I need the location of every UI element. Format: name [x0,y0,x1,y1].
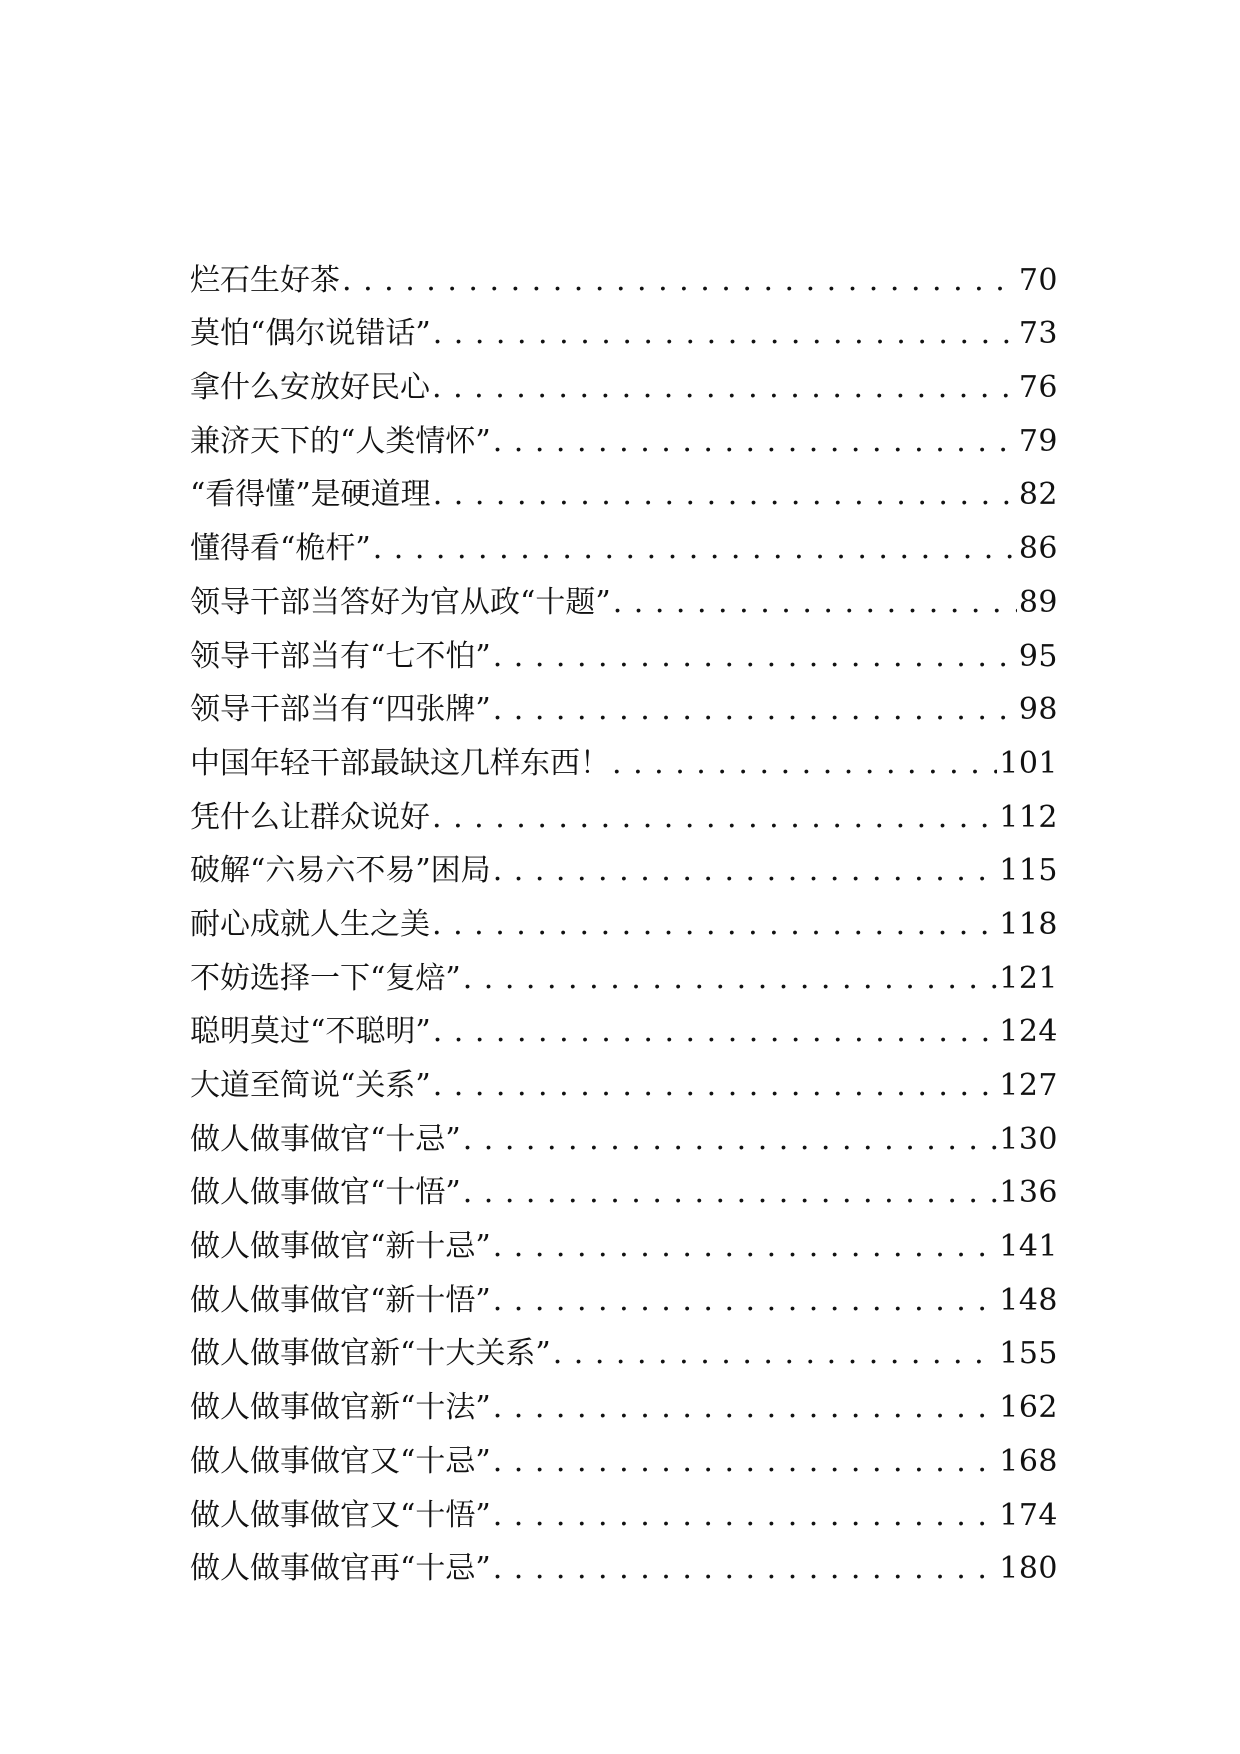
toc-entry[interactable] [190,839,1058,893]
toc-entry[interactable] [190,946,1058,1000]
toc-page-number: 70 [1018,262,1058,298]
toc-entry[interactable] [190,355,1058,409]
toc-dot-leader [613,588,1017,624]
toc-dot-leader [433,1071,998,1107]
toc-page-number: 130 [999,1121,1058,1157]
toc-entry[interactable] [190,1214,1058,1268]
toc-entry-title: 拿什么安放好民心 [190,370,430,406]
toc-entry[interactable] [190,1322,1058,1376]
toc-page-number: 148 [999,1282,1058,1318]
toc-entry[interactable] [190,785,1058,839]
toc-entry-title: 领导干部当有“七不怕” [190,638,491,674]
toc-dot-leader [463,1178,998,1214]
toc-entry-title: 烂石生好茶 [190,262,340,298]
toc-dot-leader [342,266,1017,302]
toc-entry-title: 大道至简说“关系” [190,1068,431,1103]
toc-entry-title: 做人做事做官新“十大关系” [190,1336,551,1372]
toc-page-number: 115 [999,853,1058,889]
toc-entry[interactable] [190,1053,1058,1107]
toc-entry-title: 莫怕“偶尔说错话” [190,316,431,352]
toc-dot-leader [432,803,997,839]
toc-entry-title: 不妨选择一下“复焙” [190,960,461,996]
toc-dot-leader [553,1339,998,1375]
toc-entry-title: 耐心成就人生之美 [190,906,430,942]
toc-dot-leader [432,373,1017,409]
toc-dot-leader [433,319,1017,355]
toc-entry-title: 兼济天下的“人类情怀” [190,423,491,459]
toc-dot-leader [493,1232,998,1268]
toc-page-number: 118 [999,906,1058,942]
toc-dot-leader [493,695,1017,731]
toc-dot-leader [493,856,998,892]
toc-page-number: 112 [999,799,1058,835]
toc-entry-title: 领导干部当答好为官从政“十题” [190,584,611,620]
toc-page-number: 95 [1018,638,1058,674]
toc-entry-title: 做人做事做官“十忌” [190,1121,461,1157]
toc-dot-leader [493,642,1017,678]
toc-page-number: 155 [999,1336,1058,1372]
toc-entry[interactable] [190,1161,1058,1215]
toc-dot-leader [493,427,1017,463]
toc-entry[interactable] [190,731,1058,785]
toc-entry-title: 懂得看“桅杆” [190,531,371,567]
toc-entry-title: 做人做事做官“新十悟” [190,1282,491,1318]
toc-entry[interactable] [190,624,1058,678]
toc-dot-leader [612,749,997,785]
toc-entry[interactable] [190,1483,1058,1537]
toc-entry[interactable] [190,1375,1058,1429]
toc-page-number: 174 [999,1497,1058,1533]
toc-page-number: 76 [1018,370,1058,406]
toc-dot-leader [493,1447,998,1483]
toc-dot-leader [493,1393,998,1429]
toc-page-number: 101 [999,745,1058,781]
toc-page-number: 98 [1018,692,1058,728]
toc-entry[interactable] [190,409,1058,463]
toc-page-number: 89 [1018,584,1058,620]
toc-entry[interactable] [190,248,1058,302]
toc-page-number: 168 [999,1443,1058,1479]
toc-entry[interactable] [190,1429,1058,1483]
toc-entry-title: “看得懂”是硬道理 [190,477,431,513]
toc-entry[interactable] [190,1268,1058,1322]
toc-entry[interactable] [190,302,1058,356]
toc-page-number: 141 [999,1229,1058,1265]
table-of-contents [190,248,1058,1590]
toc-entry-title: 做人做事做官“十悟” [190,1175,461,1211]
toc-entry-title: 做人做事做官新“十法” [190,1390,491,1426]
toc-dot-leader [493,1501,998,1537]
toc-dot-leader [463,964,998,1000]
toc-dot-leader [433,480,1017,516]
toc-dot-leader [432,910,997,946]
toc-entry[interactable] [190,1537,1058,1591]
toc-entry[interactable] [190,570,1058,624]
toc-dot-leader [493,1554,998,1590]
toc-entry-title: 做人做事做官再“十忌” [190,1551,491,1587]
toc-page-number: 124 [999,1014,1058,1050]
toc-entry-title: 凭什么让群众说好 [190,799,430,835]
toc-entry-title: 聪明莫过“不聪明” [190,1014,431,1050]
toc-page-number: 73 [1018,316,1058,352]
toc-dot-leader [493,1286,998,1322]
toc-entry[interactable] [190,516,1058,570]
toc-entry[interactable] [190,1000,1058,1054]
toc-entry[interactable] [190,1107,1058,1161]
toc-entry-title: 做人做事做官又“十悟” [190,1497,491,1533]
toc-dot-leader [433,1017,998,1053]
toc-entry-title: 领导干部当有“四张牌” [190,692,491,728]
toc-page-number: 79 [1018,423,1058,459]
toc-page-number: 82 [1018,477,1058,513]
toc-entry[interactable] [190,463,1058,517]
toc-entry-title: 破解“六易六不易”困局 [190,853,491,889]
toc-page-number: 86 [1018,531,1058,567]
toc-dot-leader [373,534,1017,570]
toc-entry[interactable] [190,892,1058,946]
toc-page-number: 136 [999,1175,1058,1211]
toc-page-number: 162 [999,1390,1058,1426]
toc-dot-leader [463,1125,998,1161]
toc-entry-title: 做人做事做官“新十忌” [190,1229,491,1265]
toc-page-number: 127 [999,1068,1058,1103]
toc-entry-title: 做人做事做官又“十忌” [190,1443,491,1479]
toc-page-number: 121 [999,960,1058,996]
toc-entry-title: 中国年轻干部最缺这几样东西！ [190,745,610,781]
toc-entry[interactable] [190,678,1058,732]
toc-page-number: 180 [999,1551,1058,1587]
